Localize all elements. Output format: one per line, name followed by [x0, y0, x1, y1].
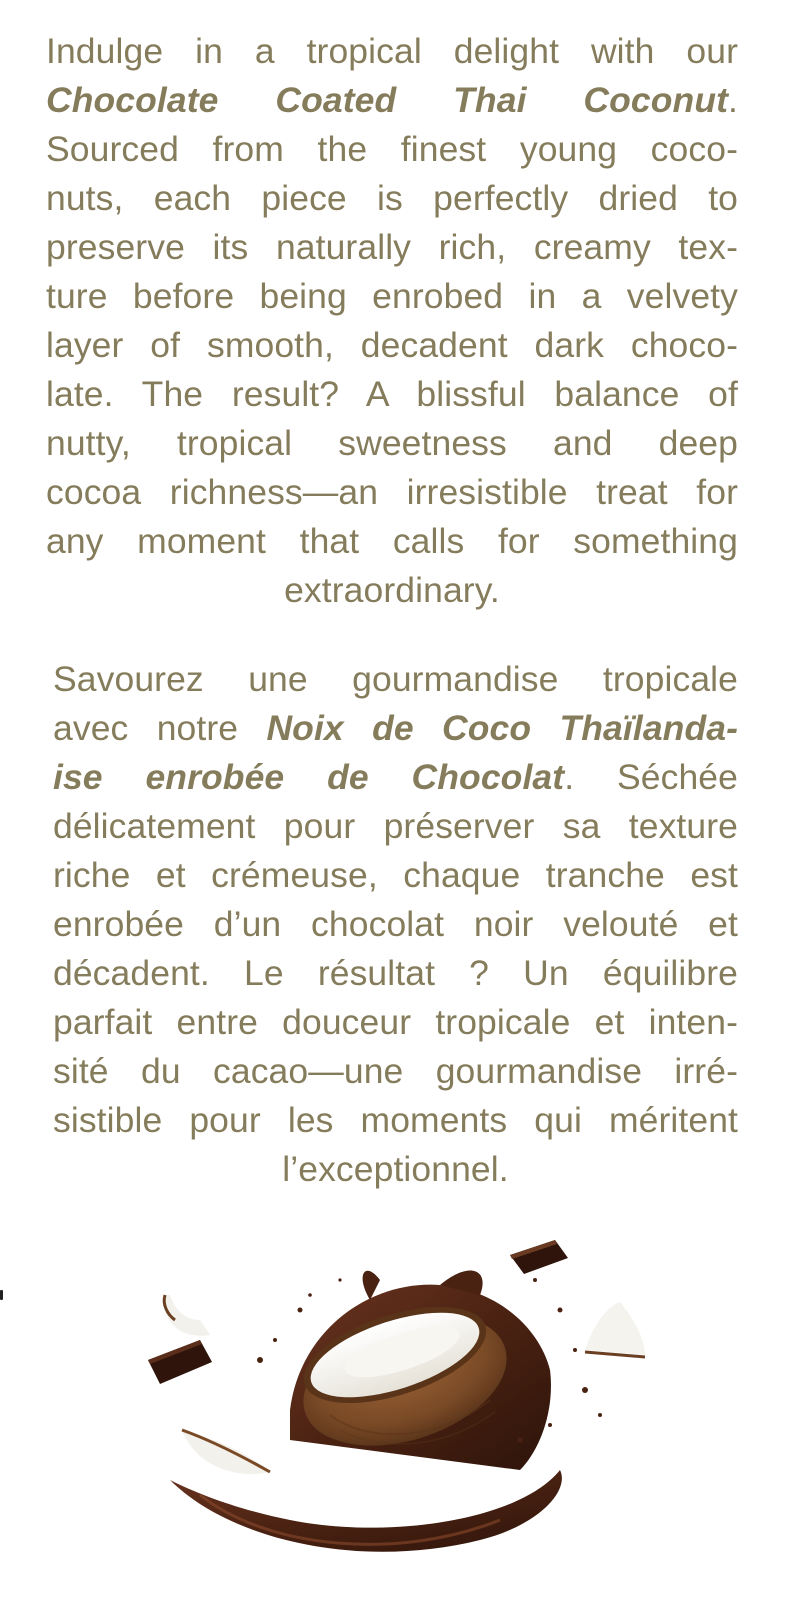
coconut-chunk-left	[164, 1295, 210, 1336]
line-text: Sourced from the finest young coco-	[46, 129, 738, 169]
english-line	[46, 566, 738, 615]
french-line	[53, 998, 738, 1047]
french-line	[53, 1047, 738, 1096]
line-text: . Séchée	[564, 757, 738, 797]
french-line	[53, 851, 738, 900]
line-text: extraordinary.	[284, 570, 500, 610]
line-text: .	[728, 80, 738, 120]
line-text: Indulge in a tropical delight with our	[46, 31, 738, 71]
english-line	[46, 370, 738, 419]
chocolate-swirl	[170, 1470, 562, 1552]
stray-mark	[0, 1290, 3, 1300]
line-text: avec notre	[53, 708, 267, 748]
product-name: Noix de Coco Thaïlanda-	[266, 708, 739, 748]
chocolate-coconut-splash-icon	[140, 1240, 680, 1600]
product-name: Chocolate Coated Thai Coconut	[46, 80, 729, 120]
english-line	[46, 272, 738, 321]
line-text: cocoa richness—an irresistible treat for	[46, 472, 738, 512]
line-text: sistible pour les moments qui méritent	[53, 1100, 738, 1140]
line-text: late. The result? A blissful balance of	[46, 374, 738, 414]
english-line	[46, 76, 738, 125]
french-line	[53, 655, 738, 704]
french-line	[53, 802, 738, 851]
english-description	[46, 27, 738, 615]
english-line	[46, 517, 738, 566]
line-text: l’exceptionnel.	[282, 1149, 509, 1189]
line-text: ture before being enrobed in a velvety	[46, 276, 738, 316]
french-line	[53, 949, 738, 998]
line-text: sité du cacao—une gourmandise irré-	[53, 1051, 738, 1091]
french-line	[53, 753, 738, 802]
french-line	[53, 704, 738, 753]
coconut-chunk-bottom	[182, 1430, 270, 1474]
line-text: nuts, each piece is perfectly dried to	[46, 178, 738, 218]
line-text: riche et crémeuse, chaque tranche est	[53, 855, 738, 895]
line-text: nutty, tropical sweetness and deep	[46, 423, 738, 463]
line-text: délicatement pour préserver sa texture	[53, 806, 738, 846]
line-text: preserve its naturally rich, creamy tex-	[46, 227, 738, 267]
chocolate-piece-top	[510, 1240, 568, 1274]
french-line	[53, 1145, 738, 1194]
chocolate-piece-left	[148, 1340, 212, 1384]
product-name: ise enrobée de Chocolat	[53, 757, 565, 797]
coconut-chunk-right	[585, 1302, 645, 1357]
line-text: Savourez une gourmandise tropicale	[53, 659, 738, 699]
french-line	[53, 900, 738, 949]
line-text: parfait entre douceur tropicale et inten-	[53, 1002, 738, 1042]
line-text: décadent. Le résultat ? Un équilibre	[53, 953, 738, 993]
english-line	[46, 174, 738, 223]
english-line	[46, 27, 738, 76]
line-text: layer of smooth, decadent dark choco-	[46, 325, 738, 365]
french-line	[53, 1096, 738, 1145]
english-line	[46, 468, 738, 517]
english-line	[46, 125, 738, 174]
french-description	[53, 655, 738, 1194]
english-line	[46, 223, 738, 272]
english-line	[46, 419, 738, 468]
line-text: enrobée d’un chocolat noir velouté et	[53, 904, 738, 944]
english-line	[46, 321, 738, 370]
line-text: any moment that calls for something	[46, 521, 738, 561]
